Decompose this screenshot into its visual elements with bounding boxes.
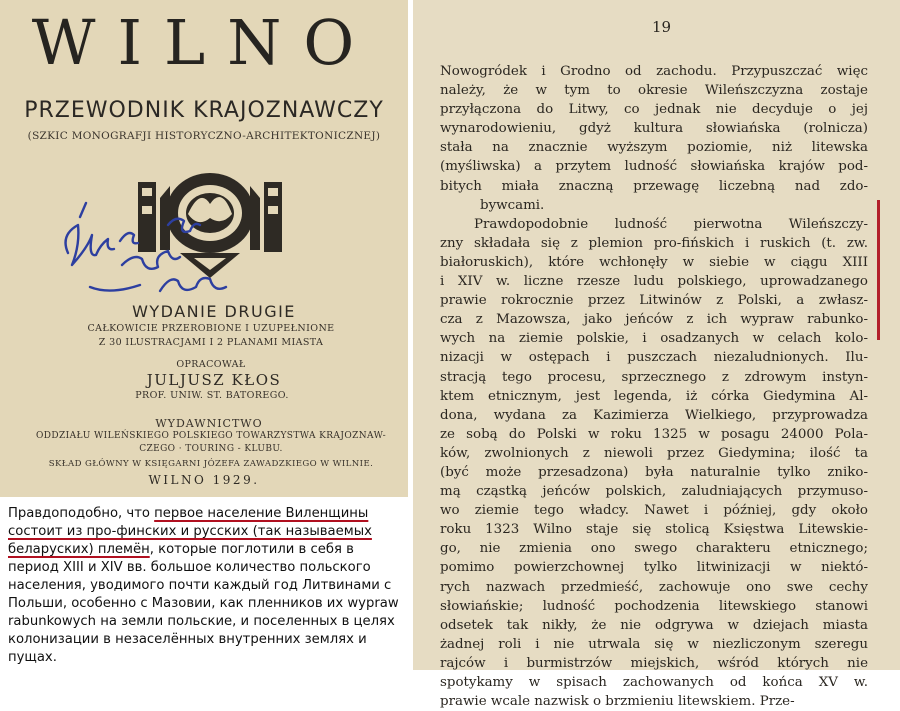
text-line: bitych miała znaczną przewagę liczebną nad zdo- — [440, 178, 868, 194]
book-title: WILNO — [31, 6, 377, 79]
text-line: mą cząstką jeńców polskich, zaludniających przymuso- — [440, 484, 868, 500]
text-line: rajców i burmistrzów miejskich, wśród których nie — [440, 655, 868, 671]
page-number: 19 — [651, 18, 672, 36]
text-line: cza z Mazowsza, jako jeńców z ich wypraw rabunko- — [440, 312, 868, 328]
text-line: roku 1323 Wilno staje się stolicą Księstwa Litewskie- — [440, 522, 868, 538]
text-line: słowiańskie; ludność pochodzenia litewskiego stanowi — [440, 598, 868, 614]
text-line: Prawdopodobnie ludność pierwotna Wileńszczy- — [474, 216, 868, 232]
text-line: zny składała się z plemion pro-fińskich i ruskich (t. zw. — [440, 235, 868, 251]
text-line: ków, zwolnionych z niewoli przez Giedymina; ilość ta — [440, 445, 868, 461]
edition-note-2: Z 30 ILUSTRACJAMI I 2 PLANAMI MIASTA — [98, 337, 324, 348]
author-title: PROF. UNIW. ST. BATOREGO. — [135, 390, 289, 401]
text-line: stała na znacznie wyższym poziomie, niż litewska — [440, 140, 868, 156]
city-year: WILNO 1929. — [148, 473, 260, 487]
text-line: prawie wcale nazwisk o brzmieniu litewskiem. Prze- — [440, 694, 795, 710]
publisher-label: WYDAWNICTWO — [155, 417, 263, 430]
text-line: prawie rokrocznie przez Litwinów z Polski, a zwłasz- — [440, 293, 868, 309]
page-body — [440, 62, 868, 711]
text-line: białoruskich), które wchłonęły w siebie w ciągu XIII — [440, 254, 868, 270]
text-line: (być może przesadzona) była naturalnie tylko zniko- — [440, 464, 868, 480]
text-line: ze sobą do Polski w roku 1325 w posagu 24000 Pola- — [440, 426, 868, 442]
text-line: przyłączona do Litwy, co jednak nie decyduje o jej — [440, 102, 868, 118]
author-name: JULJUSZ KŁOS — [146, 371, 282, 389]
book-subtitle-2: (SZKIC MONOGRAFJI HISTORYCZNO-ARCHITEKTONICZNEJ) — [27, 130, 381, 142]
text-line: bywcami. — [480, 197, 545, 213]
edition-note-1: CAŁKOWICIE PRZEROBIONE I UZUPEŁNIONE — [87, 323, 335, 334]
compiled-by-label: OPRACOWAŁ — [176, 359, 246, 370]
publisher-line-1: ODDZIAŁU WILEŃSKIEGO POLSKIEGO TOWARZYSTWA KRAJOZNAW- — [35, 431, 387, 441]
text-line: należy, że w tym to okresie Wileńszczyzna zostaje — [440, 83, 868, 99]
margin-highlight-mark — [877, 200, 880, 340]
text-line: pomimo powierzchownej tylko litwinizacji w niektó- — [440, 560, 868, 576]
edition-heading: WYDANIE DRUGIE — [132, 302, 296, 321]
text-line: ktem etnicznym, jest legenda, iż córka Giedymina Al- — [440, 388, 868, 404]
text-line: dona, wydana za Kazimierza Wielkiego, przyprowadza — [440, 407, 868, 423]
text-line: i XIV w. liczne rzesze ludu polskiego, uprowadzanego — [440, 274, 868, 290]
caption-highlight: первое население Виленщины состоит из про-финских и русских (так называемых беларуских) племён — [8, 506, 372, 557]
book-page-scan — [413, 0, 900, 710]
text-line: wych na ziemie polskie, i osadzanych w celach kolo- — [440, 331, 868, 347]
distribution-line: SKŁAD GŁÓWNY W KSIĘGARNI JÓZEFA ZAWADZKIEGO W WILNIE. — [48, 459, 374, 469]
handwritten-signature — [50, 195, 240, 310]
text-line: wo ziemie tego władcy. Nawet i później, gdy około — [440, 503, 868, 519]
publisher-line-2: CZEGO · TOURING - KLUBU. — [139, 444, 283, 454]
text-line: odsetek tak nikły, że nie odgrywa w dziejach miasta — [440, 617, 868, 633]
text-line: go, nie zmienia ono swego charakteru etnicznego; — [440, 541, 868, 557]
text-line: (myśliwska) a przytem ludność słowiańska krajów pod- — [440, 159, 868, 175]
book-subtitle: PRZEWODNIK KRAJOZNAWCZY — [24, 98, 384, 123]
text-line: Nowogródek i Grodno od zachodu. Przypuszczać więc — [440, 64, 868, 79]
caption-part-1: Правдоподобно, что — [8, 506, 155, 521]
caption-part-2: , которые поглотили в себя в период XIII и XIV вв. большое количество польского населения, уводимого почти каждый год Литвинами с Польши, особенно с Мазовии, как пленников их wypraw rabunkowych на земли польские, и поселенных в целях колонизации в незаселённых внутренних землях и пущах. — [8, 542, 399, 665]
text-line: żadnej roli i nie utrwala się w niezliczonym szeregu — [440, 636, 868, 652]
text-line: rych nazwach przedmieść, zachowuje ono swe cechy — [440, 579, 868, 595]
text-line: nizacji w ostępach i puszczach niezaludnionych. Ilu- — [440, 350, 868, 366]
text-line: spotykamy w spisach zachowanych od końca XV w. — [440, 675, 868, 690]
text-line: wynarodowieniu, gdyż kultura słowiańska (rolnicza) — [440, 121, 868, 137]
russian-caption — [0, 497, 408, 670]
title-page-scan — [0, 0, 408, 497]
text-line: stracją tego procesu, sprzecznego z zdrowym instyn- — [440, 369, 868, 385]
